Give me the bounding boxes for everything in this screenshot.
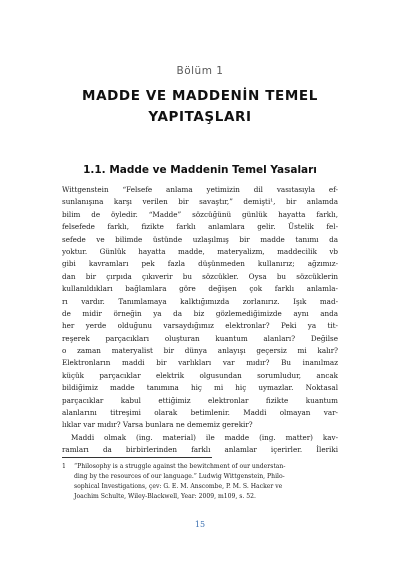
footnote-rule xyxy=(62,457,212,458)
body-line: rı vardır. Tanımlamaya kalktığımızda zorlanırız. Işık mad- xyxy=(62,296,338,306)
chapter-title-line: YAPITAŞLARI xyxy=(148,109,252,125)
footnote xyxy=(62,462,338,502)
footnote-line: ding by the resources of our language.” Ludwig Wittgenstein, Philo- xyxy=(74,472,285,480)
chapter-title-line: MADDE VE MADDENİN TEMEL xyxy=(82,88,318,104)
body-line: lıklar var mıdır? Varsa bunlara ne dememiz gerekir? xyxy=(62,420,253,430)
body-line: parçacıklar kabul ettiğimiz elektronlar fizikte kuantum xyxy=(62,395,338,405)
body-line: sunlanışına karşı verilen bir savaştır,” demişti¹, bir anlamda xyxy=(62,197,338,207)
body-line: Elektronların maddi bir varlıkları var mıdır? Bu inanılmaz xyxy=(62,358,338,368)
body-line: küçük parçacıklar elektrik olgusundan sorumludur, ancak xyxy=(62,370,338,380)
footnote-line: “Philosophy is a struggle against the bewitchment of our understan- xyxy=(74,463,286,470)
body-line: bilim de öyledir. “Madde” sözcüğünü günlük hayatta farklı, xyxy=(62,209,338,219)
footnote-number: 1 xyxy=(62,463,66,470)
body-line: her yerde olduğunu varsaydığımız elektronlar? Peki ya tit- xyxy=(62,321,338,331)
body-line: gibi kavramları pek fazla düşünmeden kullanırız; ağzımız- xyxy=(62,259,338,269)
body-text xyxy=(62,184,338,457)
body-line: kullanıldıkları bağlamlara göre değişen çok farklı anlamla- xyxy=(62,284,338,294)
chapter-title xyxy=(40,86,360,128)
body-line: sefede ve bilimde üstünde uzlaşılmış bir madde tanımı da xyxy=(62,234,338,244)
body-line: de midir örneğin ya da biz gözlemediğimizde aynı anda xyxy=(62,308,338,318)
footnote-line: sophical Investigations, çev: G. E. M. Anscombe, P. M. S. Hacker ve xyxy=(74,482,283,490)
footnote-line: Joachim Schulte, Wiley-Blackwell, Year: 2009, m109, s. 52. xyxy=(74,492,256,500)
body-line: o zaman materyalist bir dünya anlayışı geçersiz mi kalır? xyxy=(62,346,338,356)
page-number: 15 xyxy=(194,520,206,529)
body-line: bildiğimiz madde tanımına hiç mi hiç uymazlar. Noktasal xyxy=(62,383,338,393)
body-line: felsefede farklı, fizikte farklı anlamlara gelir. Üstelik fel- xyxy=(62,222,338,232)
body-line: alanlarını titreşimi olarak betimlenir. Maddi olmayan var- xyxy=(62,408,338,418)
body-line: dan bir çırpıda çıkıverir bu sözcükler. Oysa bu sözcüklerin xyxy=(62,271,338,281)
chapter-label: Bölüm 1 xyxy=(176,65,224,77)
body-line: yoktur. Günlük hayatta madde, materyalizm, maddecilik vb xyxy=(62,246,338,256)
body-line: ramları da birbirlerinden farklı anlamlar içerirler. İleriki xyxy=(62,445,338,455)
footnote-body xyxy=(74,462,338,502)
body-line: reşerek parçacıkları oluşturan kuantum alanları? Değilse xyxy=(62,333,338,343)
body-line: Maddi olmak (ing. material) ile madde (ing. matter) kav- xyxy=(71,432,338,442)
section-title: 1.1. Madde ve Maddenin Temel Yasaları xyxy=(83,164,317,176)
body-line: Wittgenstein “Felsefe anlama yetimizin dil vasıtasıyla ef- xyxy=(62,185,338,194)
